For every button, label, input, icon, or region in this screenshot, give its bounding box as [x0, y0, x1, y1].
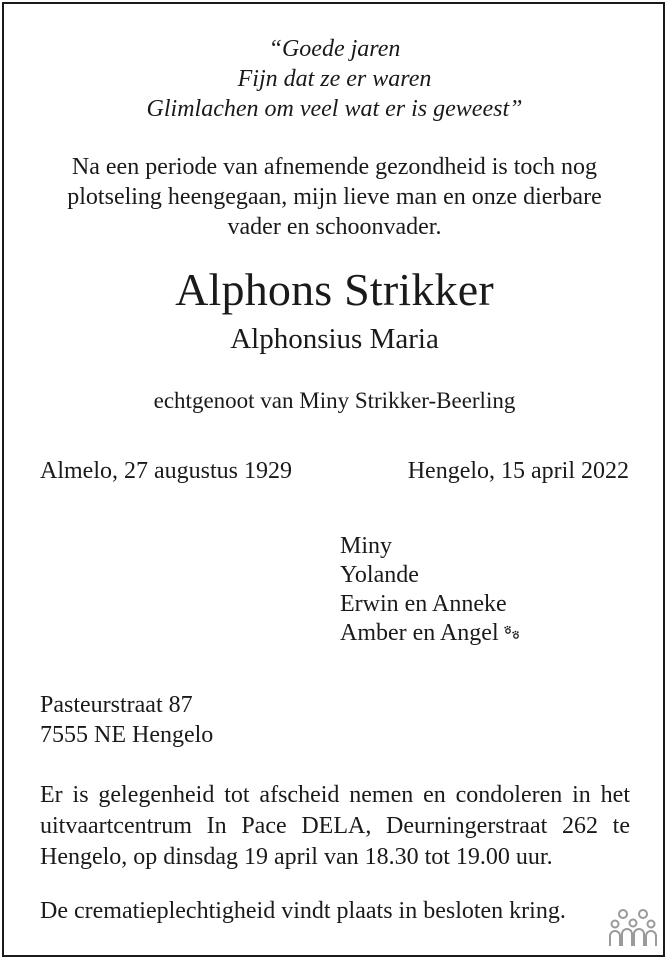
family-member: Miny: [340, 533, 393, 559]
address-street: Pasteurstraat 87: [40, 692, 193, 718]
family-list: [340, 532, 521, 649]
cremation-paragraph: De crematieplechtigheid vindt plaats in besloten kring.: [40, 898, 566, 924]
death-place-date: Hengelo, 15 april 2022: [407, 458, 629, 484]
intro-line-2: plotseling heengegaan, mijn lieve man en onze dierbare: [67, 184, 602, 210]
poem-line-3: Glimlachen om veel wat er is geweest”: [146, 96, 523, 122]
address: [40, 690, 213, 750]
family-member-name: Amber en Angel: [340, 620, 499, 646]
paw-prints-icon: [503, 620, 521, 649]
poem: [0, 34, 669, 124]
intro-text: [0, 152, 669, 242]
deceased-full-name: Alphonsius Maria: [230, 323, 439, 355]
birth-place-date: Almelo, 27 augustus 1929: [40, 458, 292, 484]
dela-people-logo-icon: [609, 908, 657, 953]
poem-line-1: “Goede jaren: [268, 36, 401, 62]
spouse-line: echtgenoot van Miny Strikker-Beerling: [153, 388, 516, 413]
family-member: Yolande: [340, 562, 419, 588]
poem-line-2: Fijn dat ze er waren: [237, 66, 432, 92]
address-city: 7555 NE Hengelo: [40, 722, 214, 748]
condolence-paragraph: Er is gelegenheid tot afscheid nemen en condoleren in het uitvaartcentrum In Pace DELA, Deurningerstraat 262 te Hengelo, op dinsdag 19 april van 18.30 tot 19.00 uur.: [40, 782, 630, 870]
family-member: [340, 619, 521, 649]
family-member: Erwin en Anneke: [340, 591, 507, 617]
intro-line-1: Na een periode van afnemende gezondheid is toch nog: [71, 154, 598, 180]
intro-line-3: vader en schoonvader.: [227, 214, 442, 240]
deceased-name: Alphons Strikker: [175, 264, 494, 315]
